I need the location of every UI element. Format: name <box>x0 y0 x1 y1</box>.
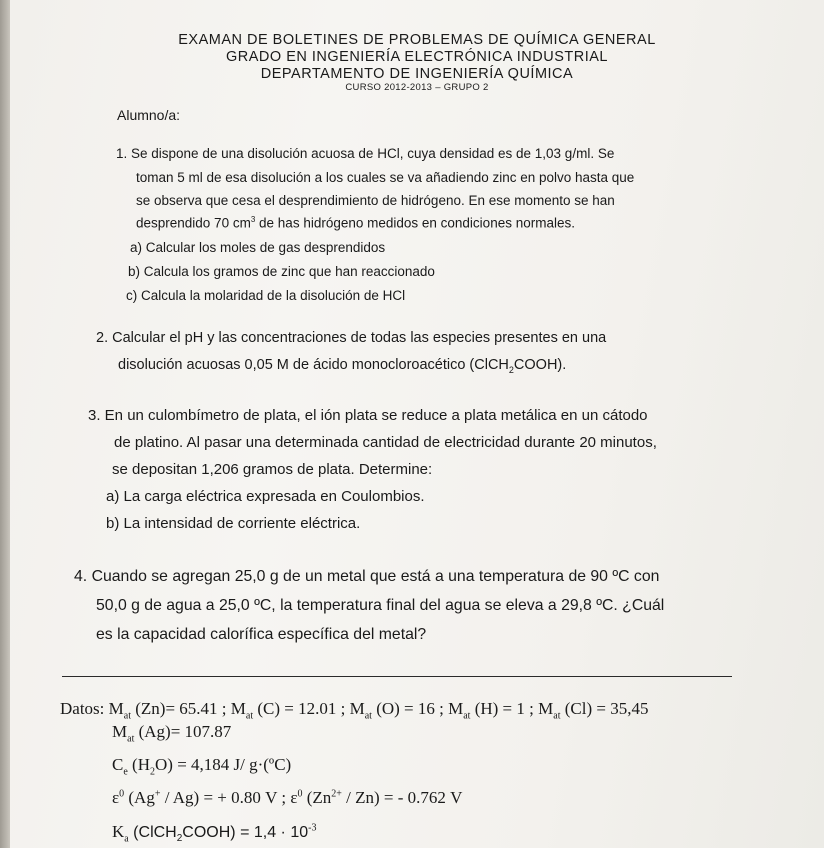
datos-atomic-masses: Datos: $M_{at}$ (Zn)= 65.41 ; $M_{at}$ (C) = 12.01 ; $M_{at}$ (O) = 16 ; $M_{at}$ (H) = 1 ; $M_{at}$ (Cl) = 35,45 <box>60 699 649 722</box>
q3-line2: de platino. Al pasar una determinada cantidad de electricidad durante 20 minutos, <box>114 434 657 451</box>
q3-item-b: b) La intensidad de corriente eléctrica. <box>106 515 361 532</box>
datos-ka: $K_a$ (ClCH$_2$COOH) = $1,4 \cdot 10^{-3}$ <box>112 822 317 845</box>
datos-potentials: $\varepsilon^0$ (Ag+ / Ag) = + 0.80 V ; $\varepsilon^0$ $(Zn^{2+} / Zn)$ = - 0.762 V <box>112 788 463 807</box>
datos-specific-heat: $C_e$ $(H_2O) = 4,184$ J/ g·(ºC) <box>112 755 292 778</box>
q2-line2: disolución acuosas 0,05 M de ácido monocloroacético (ClCH$_2$COOH). <box>118 357 567 375</box>
student-name-label: Alumno/a: <box>117 107 181 123</box>
header-department: DEPARTAMENTO DE INGENIERÍA QUÍMICA <box>260 66 574 82</box>
header-title: EXAMAN DE BOLETINES DE PROBLEMAS DE QUÍMICA GENERAL <box>178 32 656 48</box>
datos-mass-ag: $M_{at}$ (Ag)= 107.87 <box>112 722 232 745</box>
q3-item-a: a) La carga eléctrica expresada en Coulombios. <box>106 488 425 505</box>
q1-item-c: c) Calcula la molaridad de la disolución de HCl <box>126 288 406 303</box>
q1-line3: se observa que cesa el desprendimiento de hidrógeno. En ese momento se han <box>136 193 615 208</box>
q1-line2: toman 5 ml de esa disolución a los cuales se va añadiendo zinc en polvo hasta que <box>136 170 635 185</box>
q3-line3: se depositan 1,206 gramos de plata. Determine: <box>112 461 433 478</box>
header-course: CURSO 2012-2013 – GRUPO 2 <box>345 82 489 93</box>
q4-line2: 50,0 g de agua a 25,0 ºC, la temperatura final del agua se eleva a 29,8 ºC. ¿Cuál <box>96 597 665 614</box>
section-divider <box>62 676 732 677</box>
q1-line1: 1. Se dispone de una disolución acuosa de HCl, cuya densidad es de 1,03 g/ml. Se <box>116 146 615 161</box>
q4-line3: es la capacidad calorífica específica del metal? <box>96 626 427 643</box>
header-degree: GRADO EN INGENIERÍA ELECTRÓNICA INDUSTRIAL <box>226 49 608 65</box>
exam-sheet <box>10 0 824 848</box>
q4-line1: 4. Cuando se agregan 25,0 g de un metal que está a una temperatura de 90 ºC con <box>74 568 660 585</box>
q1-item-b: b) Calcula los gramos de zinc que han reaccionado <box>128 264 435 279</box>
page-edge-shadow <box>0 0 10 848</box>
q2-line1: 2. Calcular el pH y las concentraciones de todas las especies presentes en una <box>96 330 607 346</box>
q1-item-a: a) Calcular los moles de gas desprendidos <box>130 240 386 255</box>
q1-line4: desprendido 70 $cm^3$ de has hidrógeno medidos en condiciones normales. <box>136 215 575 231</box>
q3-line1: 3. En un culombímetro de plata, el ión plata se reduce a plata metálica en un cátodo <box>88 407 648 424</box>
